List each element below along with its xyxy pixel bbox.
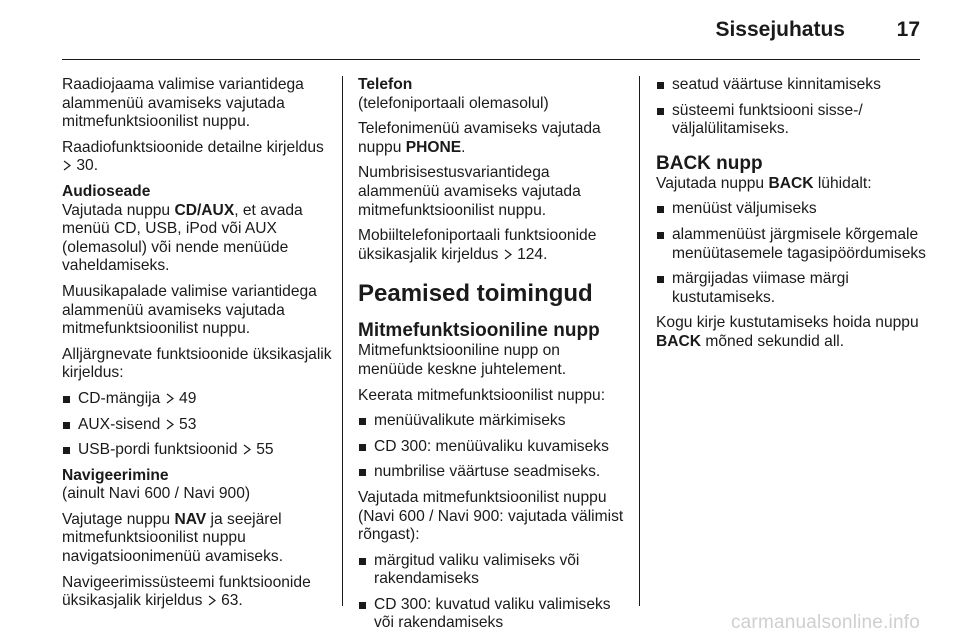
list-item: menüüst väljumiseks	[656, 200, 928, 219]
heading-audio: Audioseade	[62, 182, 151, 200]
paragraph: Vajutada mitmefunktsioonilist nuppu (Navi 600 / Navi 900: vajutada välimist rõngast):	[358, 488, 624, 544]
paragraph	[62, 511, 334, 567]
paragraph	[62, 574, 334, 611]
paragraph: (ainult Navi 600 / Navi 900)	[62, 485, 251, 503]
paragraph	[358, 120, 628, 157]
list-item: märgijadas viimase märgi kustutamiseks.	[656, 270, 928, 307]
heading-main-operations: Peamised toimingud	[358, 280, 593, 308]
paragraph: Alljärgnevate funktsioonide üksikasjalik kirjeldus:	[62, 345, 332, 382]
text: CD-mängija	[78, 389, 161, 407]
paragraph: Mitmefunktsiooniline nupp on menüüde keskne juhtelement.	[358, 342, 567, 378]
back-list	[656, 200, 928, 307]
page-ref-icon	[165, 390, 175, 409]
column-2	[358, 76, 628, 640]
column-3	[656, 76, 928, 359]
text: AUX-sisend	[78, 415, 161, 433]
list-item: menüüvalikute märkimiseks	[358, 412, 628, 431]
press-list	[358, 552, 628, 633]
text: USB-pordi funktsioonid	[78, 441, 238, 459]
column-1	[62, 76, 334, 618]
list-item: alammenüüst järgmisele kõrgemale menüütasemele tagasipöördumiseks	[656, 226, 928, 263]
text: Mobiiltelefoniportaali funktsioonide üksikasjalik kirjeldus	[358, 227, 597, 263]
list-item: süsteemi funktsiooni sisse-/ väljalülitamiseks.	[656, 102, 928, 139]
page-ref[interactable]: 30.	[76, 157, 99, 175]
page-ref[interactable]: 55	[256, 441, 274, 459]
paragraph	[358, 227, 628, 264]
list-item: märgitud valiku valimiseks või rakendamiseks	[358, 552, 628, 589]
text: Vajutada nuppu	[62, 201, 175, 219]
text: mõned sekundid all.	[701, 332, 845, 350]
list-item: numbrilise väärtuse seadmiseks.	[358, 463, 628, 482]
heading-back-button: BACK nupp	[656, 152, 763, 174]
paragraph: Numbrisisestusvariantidega alammenüü avamiseks vajutada mitmefunktsioonilist nuppu.	[358, 164, 581, 219]
column-divider-1	[342, 76, 343, 606]
press-list-continued	[656, 76, 928, 139]
paragraph: Raadiojaama valimise variantidega alammenüü avamiseks vajutada mitmefunktsioonilist nuppu.	[62, 76, 304, 131]
key-label: BACK	[656, 332, 702, 350]
text: .	[461, 138, 466, 156]
page-ref-icon	[165, 416, 175, 435]
list-item: CD 300: menüüvaliku kuvamiseks	[358, 438, 628, 457]
text: Kogu kirje kustutamiseks hoida nuppu	[656, 314, 919, 332]
heading-phone: Telefon	[358, 76, 413, 93]
page-number: 17	[896, 18, 920, 41]
page-ref-icon	[62, 157, 72, 176]
audio-ref-list	[62, 390, 334, 460]
text: lühidalt:	[813, 174, 872, 192]
list-item	[62, 441, 334, 460]
page-ref-icon	[242, 441, 252, 460]
heading-navigation: Navigeerimine	[62, 466, 169, 484]
paragraph: Muusikapalade valimise variantidega alammenüü avamiseks vajutada mitmefunktsioonilist nuppu.	[62, 282, 317, 338]
column-divider-2	[639, 76, 640, 606]
text: Vajutada nuppu	[656, 174, 769, 192]
list-item: seatud väärtuse kinnitamiseks	[656, 76, 928, 95]
text: ja seejärel mitmefunktsioonilist nuppu navigatsioonimenüü avamiseks.	[62, 510, 284, 566]
text: Navigeerimissüsteemi funktsioonide üksikasjalik kirjeldus	[62, 573, 311, 610]
key-label: NAV	[174, 510, 207, 528]
page-ref[interactable]: 53	[179, 415, 197, 433]
page-ref[interactable]: 124.	[517, 245, 548, 263]
text: Raadiofunktsioonide detailne kirjeldus	[62, 138, 324, 156]
turn-list	[358, 412, 628, 482]
list-item: CD 300: kuvatud valiku valimiseks või rakendamiseks	[358, 596, 628, 633]
paragraph: Keerata mitmefunktsioonilist nuppu:	[358, 386, 606, 404]
paragraph	[62, 202, 334, 276]
header-divider	[62, 59, 920, 60]
list-item	[62, 390, 334, 409]
watermark: carmanualsonline.info	[730, 612, 920, 633]
key-label: CD/AUX	[174, 201, 235, 219]
heading-multifunction-knob: Mitmefunktsiooniline nupp	[358, 320, 600, 342]
paragraph	[656, 175, 928, 194]
text: Telefonimenüü avamiseks vajutada nuppu	[358, 120, 601, 156]
paragraph	[656, 314, 928, 351]
section-title: Sissejuhatus	[715, 18, 845, 41]
page-ref-icon	[503, 246, 513, 265]
page-ref-icon	[207, 592, 217, 611]
key-label: BACK	[768, 174, 814, 192]
list-item	[62, 416, 334, 435]
paragraph: (telefoniportaali olemasolul)	[358, 94, 549, 112]
page-ref[interactable]: 63.	[221, 592, 243, 610]
text: , et avada menüü CD, USB, iPod või AUX (olemasolul) või nende menüüde vaheldamiseks.	[62, 201, 303, 275]
page-header	[0, 0, 960, 62]
paragraph	[62, 139, 334, 176]
text: Vajutage nuppu	[62, 510, 175, 528]
key-label: PHONE	[405, 138, 462, 156]
page-ref[interactable]: 49	[179, 389, 197, 407]
